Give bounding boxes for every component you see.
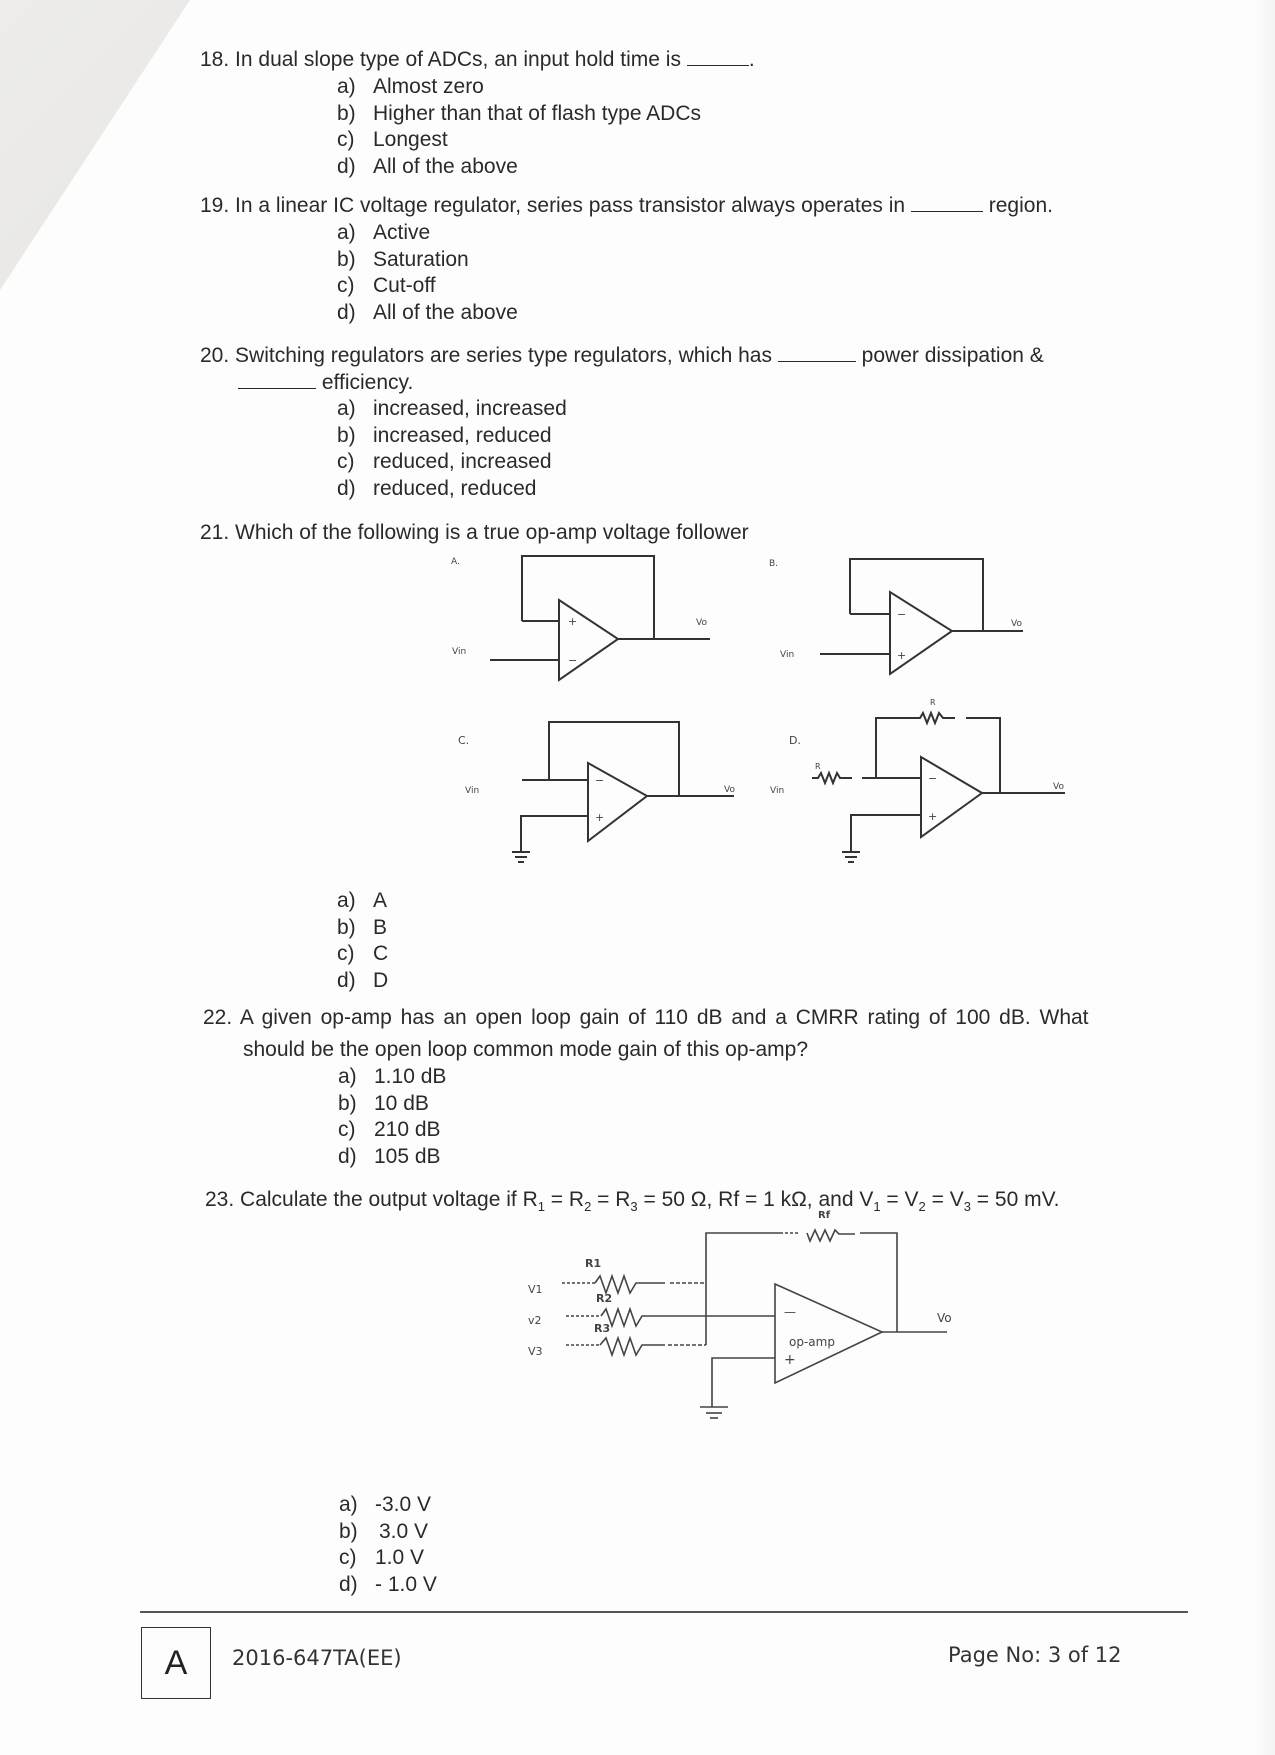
option-a[interactable] xyxy=(338,1064,446,1091)
summing-amplifier-figure xyxy=(0,1200,1275,1460)
question-text: Calculate the output voltage if $R_1 = R_2 = R_3 = 50$ Ω, Rf = 1 kΩ, and $V_1 = V_2 = V_3 = 50$ mV. xyxy=(240,1188,1060,1215)
option-letter: b) xyxy=(337,101,356,125)
circuit-b-vo-label: Vo xyxy=(1011,619,1022,629)
option-letter: c) xyxy=(339,1546,357,1569)
option-text: 1.0 V xyxy=(375,1546,425,1569)
input-resistor-label: R xyxy=(815,762,821,771)
option-letter: d) xyxy=(338,1144,357,1168)
r3-label: R3 xyxy=(594,1322,611,1335)
question-text-end: . xyxy=(748,48,755,71)
option-letter: a) xyxy=(337,221,356,244)
option-letter: a) xyxy=(337,397,356,420)
question-number: 18. xyxy=(200,48,230,71)
option-letter: a) xyxy=(337,75,356,98)
rf-label: Rf xyxy=(818,1210,831,1221)
question-number: 20. xyxy=(200,344,230,367)
option-letter: d) xyxy=(339,1572,358,1596)
r2-label: R2 xyxy=(596,1292,613,1305)
option-text: reduced, reduced xyxy=(373,476,537,500)
plus-terminal: + xyxy=(784,1352,796,1368)
question-text: In a linear IC voltage regulator, series pass transistor always operates in xyxy=(235,194,906,217)
opamp-label: op-amp xyxy=(789,1335,835,1349)
option-text: 1.10 dB xyxy=(374,1065,447,1088)
option-text: B xyxy=(373,915,388,939)
option-letter: a) xyxy=(338,1065,357,1088)
option-b[interactable] xyxy=(339,1519,437,1546)
question-text: In dual slope type of ADCs, an input hold time is xyxy=(235,48,681,71)
option-d[interactable] xyxy=(337,968,388,995)
v1-label: V1 xyxy=(528,1283,543,1296)
option-text: 3.0 V xyxy=(379,1519,429,1543)
option-text: 105 dB xyxy=(374,1144,441,1168)
option-letter: c) xyxy=(337,942,355,965)
circuit-a-vin-label: Vin xyxy=(452,647,467,657)
circuit-d-vo-label: Vo xyxy=(1053,782,1064,792)
option-a[interactable] xyxy=(339,1492,437,1519)
option-letter: a) xyxy=(339,1493,358,1516)
plus-terminal: + xyxy=(897,649,907,662)
minus-terminal: — xyxy=(784,1305,796,1319)
option-b[interactable] xyxy=(337,915,388,942)
option-text: -3.0 V xyxy=(375,1493,432,1516)
question-22-line2 xyxy=(243,1037,808,1063)
option-letter: b) xyxy=(339,1519,358,1543)
minus-terminal: − xyxy=(595,774,605,787)
option-letter: c) xyxy=(337,128,355,151)
option-letter: c) xyxy=(337,274,355,297)
option-text: Cut-off xyxy=(373,274,436,297)
option-letter: c) xyxy=(337,450,355,473)
option-text: - 1.0 V xyxy=(375,1572,437,1596)
circuit-c-vin-label: Vin xyxy=(465,786,480,796)
feedback-resistor-label: R xyxy=(930,698,936,707)
plus-terminal: + xyxy=(595,811,605,824)
option-letter: b) xyxy=(338,1091,357,1115)
minus-terminal: − xyxy=(928,772,938,785)
option-text: All of the above xyxy=(373,300,518,324)
question-number: 22. xyxy=(203,1006,233,1029)
option-text: increased, reduced xyxy=(373,423,552,447)
question-text-end: efficiency. xyxy=(321,371,414,394)
options-22 xyxy=(338,1064,446,1170)
minus-terminal: − xyxy=(568,654,578,667)
option-letter: c) xyxy=(338,1118,356,1141)
circuit-c-label: C. xyxy=(458,734,470,747)
plus-terminal: + xyxy=(928,810,938,823)
v3-label: V3 xyxy=(528,1345,543,1358)
question-text-end: region. xyxy=(988,194,1053,217)
option-b[interactable] xyxy=(338,1091,446,1118)
r1-label: R1 xyxy=(585,1257,602,1270)
option-text: increased, increased xyxy=(373,397,567,420)
option-d[interactable] xyxy=(339,1572,437,1599)
option-letter: d) xyxy=(337,300,356,324)
question-set-box xyxy=(141,1627,211,1699)
question-22 xyxy=(203,1005,1089,1031)
option-c[interactable] xyxy=(338,1117,446,1144)
option-text: 210 dB xyxy=(374,1118,441,1141)
circuit-d-label: D. xyxy=(789,734,801,747)
circuit-a-vo-label: Vo xyxy=(696,618,707,628)
set-label: A xyxy=(164,1643,188,1682)
circuit-d-vin-label: Vin xyxy=(770,786,785,796)
option-text: D xyxy=(373,968,389,992)
option-text: 10 dB xyxy=(374,1091,429,1115)
option-text: A xyxy=(373,889,388,912)
question-text-middle: power dissipation & xyxy=(861,344,1044,367)
options-21 xyxy=(337,888,388,994)
question-text: should be the open loop common mode gain of this op-amp? xyxy=(243,1038,809,1061)
vo-label: Vo xyxy=(937,1311,952,1325)
paper-code: 2016-647TA(EE) xyxy=(232,1646,402,1670)
option-letter: b) xyxy=(337,423,356,447)
page-number: Page No: 3 of 12 xyxy=(948,1643,1122,1667)
option-a[interactable] xyxy=(337,888,388,915)
question-number: 23. xyxy=(205,1188,235,1211)
option-text: Active xyxy=(373,221,431,244)
question-text: Switching regulators are series type regulators, which has xyxy=(235,344,772,367)
option-letter: d) xyxy=(337,968,356,992)
option-c[interactable] xyxy=(339,1545,437,1572)
option-text: Higher than that of flash type ADCs xyxy=(373,101,702,125)
question-text: A given op-amp has an open loop gain of 110 dB and a CMRR rating of 100 dB. What xyxy=(239,1006,1089,1029)
option-text: Saturation xyxy=(373,247,469,271)
option-text: reduced, increased xyxy=(373,450,552,473)
circuit-b-label: B. xyxy=(769,559,779,569)
options-23 xyxy=(339,1492,437,1598)
option-letter: b) xyxy=(337,247,356,271)
plus-terminal: + xyxy=(568,615,578,628)
circuit-b-vin-label: Vin xyxy=(780,650,795,660)
question-text: Which of the following is a true op-amp voltage follower xyxy=(235,521,749,544)
option-letter: b) xyxy=(337,915,356,939)
question-number: 21. xyxy=(200,521,230,544)
option-letter: d) xyxy=(337,154,356,178)
circuit-c-vo-label: Vo xyxy=(724,785,735,795)
option-text: C xyxy=(373,942,389,965)
option-c[interactable] xyxy=(337,941,388,968)
question-number: 19. xyxy=(200,194,230,217)
option-text: All of the above xyxy=(373,154,518,178)
v2-label: v2 xyxy=(528,1314,542,1327)
option-letter: a) xyxy=(337,889,356,912)
option-d[interactable] xyxy=(338,1144,446,1171)
option-text: Longest xyxy=(373,128,448,151)
minus-terminal: − xyxy=(897,608,907,621)
circuit-a-label: A. xyxy=(451,557,460,567)
option-text: Almost zero xyxy=(373,75,484,98)
option-letter: d) xyxy=(337,476,356,500)
footer-divider xyxy=(140,1611,1188,1613)
